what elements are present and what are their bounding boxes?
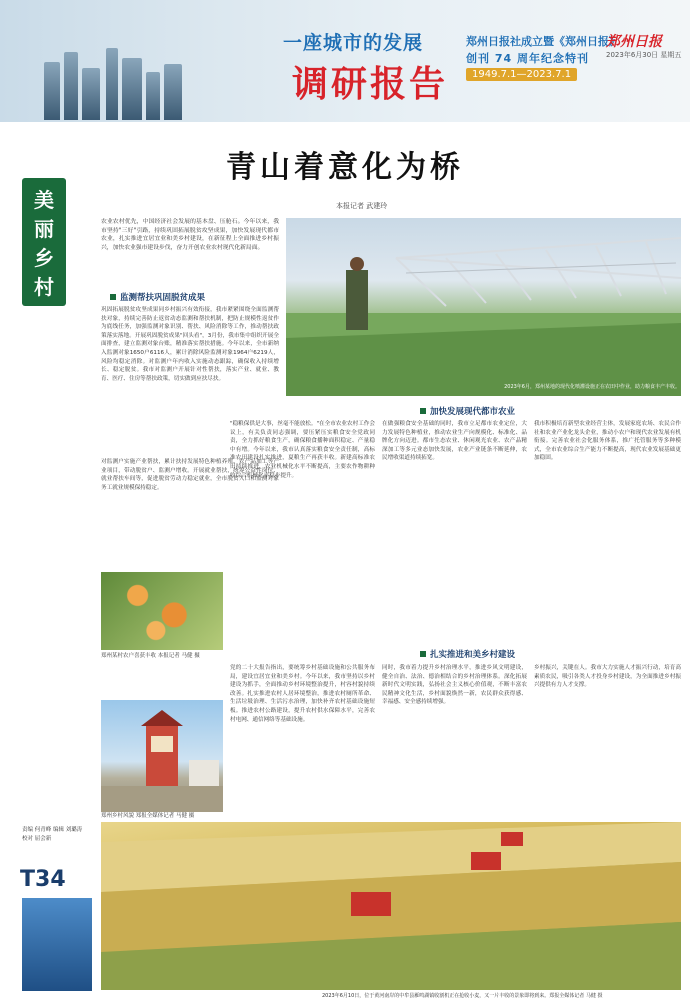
paper-logo: 郑州日报 bbox=[606, 34, 662, 50]
harvest-photo bbox=[101, 822, 681, 990]
hero-caption: 2023年6月，郑州某地的现代化喷灌设施正在农田中作业，助力粮食丰产丰收。 bbox=[504, 384, 680, 390]
section2-heading bbox=[420, 405, 580, 417]
header-years-badge: 1949.7.1—2023.7.1 bbox=[466, 68, 577, 81]
village-gate-photo bbox=[101, 700, 223, 812]
section2-text: "稳粮保供是大事，丝毫不能放松。"在全市农业农村工作会议上，有关负责同志强调，要压紧压实粮食安全党政同责，全力抓好粮食生产，确保粮食播种面积稳定、产量稳中有增。今年以来，我市认真落实粮食安全责任制，高标准农田建设扎实推进，夏粮生产再获丰收。新建高标准农田持续推进，农业机械化水平不断提高，主要农作物耕种收综合机械化率稳步提升。 bbox=[230, 421, 375, 479]
section3-text-continued: 同时，我市着力提升乡村治理水平，推进乡风文明建设，健全自治、法治、德治相结合的乡村治理体系。深化拓展新时代文明实践，弘扬社会主义核心价值观，不断丰富农民精神文化生活，乡村面貌焕然一新，农民群众获得感、幸福感、安全感持续增强。 bbox=[382, 665, 527, 706]
editors-credit bbox=[22, 826, 82, 844]
orchard-caption-text: 郑州某村农户喜获丰收 bbox=[101, 653, 157, 659]
footer-caption: 2023年6月10日，位于黄河南岸的中牟县雁鸣湖镇收割机正在抢收小麦，又一片丰收的景象即将到来。郑报全媒体记者 马健 摄 bbox=[322, 993, 603, 999]
section-label-char: 乡 bbox=[34, 246, 54, 270]
city-skyline-image bbox=[40, 40, 190, 120]
section3-heading-text: 扎实推进和美乡村建设 bbox=[430, 650, 516, 660]
page-number: T34 bbox=[20, 867, 66, 892]
irrigation-photo bbox=[286, 218, 681, 396]
section1-text: 巩固拓展脱贫攻坚成果同乡村振兴有效衔接，我市紧紧围绕全面监测帮扶对象，持续完善防止返贫动态监测和帮扶机制，把防止规模性返贫作为底线任务，加强监测对象识别、帮扶、风险消除等工作，推动帮扶政策落实落地。开展巩固脱贫成果"回头看"，3月份，我市集中组织开展全面排查，建立监测对象台账，精准落实帮扶措施。今年以来，全市新纳入监测对象1650户6116人，累计消除风险监测对象1964户6219人，风险均稳定消除。对监测户年内收入实施动态跟踪，确保收入持续增长、稳定脱贫。我市对监测户开展针对性帮扶，落实产业、就业、教育、医疗、住房等帮扶政策，切实做到应扶尽扶。 bbox=[101, 307, 279, 382]
farmer-figure bbox=[346, 270, 368, 330]
header-subtitle-line1: 郑州日报社成立暨《郑州日报》 bbox=[466, 35, 620, 48]
section1-text-continued: 对监测户实施产业帮扶，累计扶持发展特色种植养殖、农产品加工等产业项目，带动脱贫户、监测户增收。开展就业帮扶，统筹公益性岗位、就业帮扶车间等，促进脱贫劳动力稳定就业，全市脱贫人口和监测对象务工就业规模保持稳定。 bbox=[101, 459, 279, 491]
section3-text-continued-2: 乡村振兴，关键在人。我市大力实施人才振兴行动，培育高素质农民，吸引各类人才投身乡村建设，为全面推进乡村振兴提供有力人才支撑。 bbox=[534, 665, 681, 689]
section2-heading-text: 加快发展现代都市农业 bbox=[430, 407, 516, 417]
orchard-caption-credit: 本报记者 马健 摄 bbox=[157, 653, 200, 659]
header-title-top: 一座城市的发展 bbox=[283, 32, 424, 54]
section1-heading bbox=[110, 291, 270, 303]
section2-text-continued-2: 我市积极培育新型农业经营主体，发展家庭农场、农民合作社和农业产业化龙头企业，推动小农户和现代农业发展有机衔接。完善农业社会化服务体系，推广托管服务等多种模式，全市农业综合生产能力不断提高，现代农业发展基础更加稳固。 bbox=[534, 421, 681, 462]
section-label bbox=[22, 178, 66, 306]
editors-line1: 责编 何青峰 编辑 刘璐涛 bbox=[22, 827, 83, 833]
village-caption-credit: 郑报全媒体记者 马健 摄 bbox=[135, 813, 195, 819]
article-title: 青山着意化为桥 bbox=[226, 150, 464, 185]
header-title-big: 调研报告 bbox=[292, 63, 449, 105]
section1-heading-text: 监测帮扶巩固脱贫成果 bbox=[120, 293, 206, 303]
village-caption bbox=[101, 812, 223, 820]
section3-heading bbox=[420, 648, 580, 660]
header-subtitle-line2: 创刊 74 周年纪念特刊 bbox=[466, 52, 589, 65]
orchard-photo bbox=[101, 572, 223, 650]
irrigation-photo-art bbox=[286, 218, 681, 396]
section-label-char: 丽 bbox=[34, 217, 54, 241]
advertisement-image bbox=[22, 898, 92, 991]
section2-text-continued: 在做强粮食安全基础的同时，我市立足都市农业定位，大力发展特色种植业，推动农业生产向规模化、标准化、品牌化方向迈进。都市生态农业、休闲观光农业、农产品精深加工等多元业态加快发展，农业产业链条不断延伸，农民增收渠道持续拓宽。 bbox=[382, 421, 527, 462]
paper-date: 2023年6月30日 星期五 bbox=[606, 51, 682, 59]
section-label-char: 美 bbox=[34, 188, 54, 212]
section3-text: 党的二十大报告指出，要统筹乡村基础设施和公共服务布局，建设宜居宜业和美乡村。今年以来，我市坚持以乡村建设为抓手，全面推动乡村环境整治提升，村容村貌持续改善。扎实推进农村人居环境整治，推进农村厕所革命、生活垃圾治理、生活污水治理，加快补齐农村基础设施短板。推进农村公路建设，提升农村供水保障水平，完善农村电网、通信网络等基础设施。 bbox=[230, 665, 375, 723]
village-caption-text: 郑州乡村风貌 bbox=[101, 813, 135, 819]
editors-line2: 校对 屈会新 bbox=[22, 836, 52, 842]
page-header bbox=[0, 0, 690, 122]
village-gate-art bbox=[101, 700, 223, 812]
harvest-art bbox=[101, 822, 681, 990]
section-label-char: 村 bbox=[34, 275, 54, 299]
orchard-caption bbox=[101, 652, 223, 660]
article-intro: 农业农村优先，中国经济社会发展的基本盘、压舱石。今年以来，我市坚持"三好"引路，持续巩固拓展脱贫攻坚成果，加快发展现代都市农业，扎实推进宜居宜业和美乡村建设，在新征程上全面推进乡村振兴，加快农业强市建设步伐，奋力开创农业农村现代化新局面。 bbox=[101, 219, 279, 251]
article-byline: 本报记者 武建玲 bbox=[336, 202, 388, 210]
